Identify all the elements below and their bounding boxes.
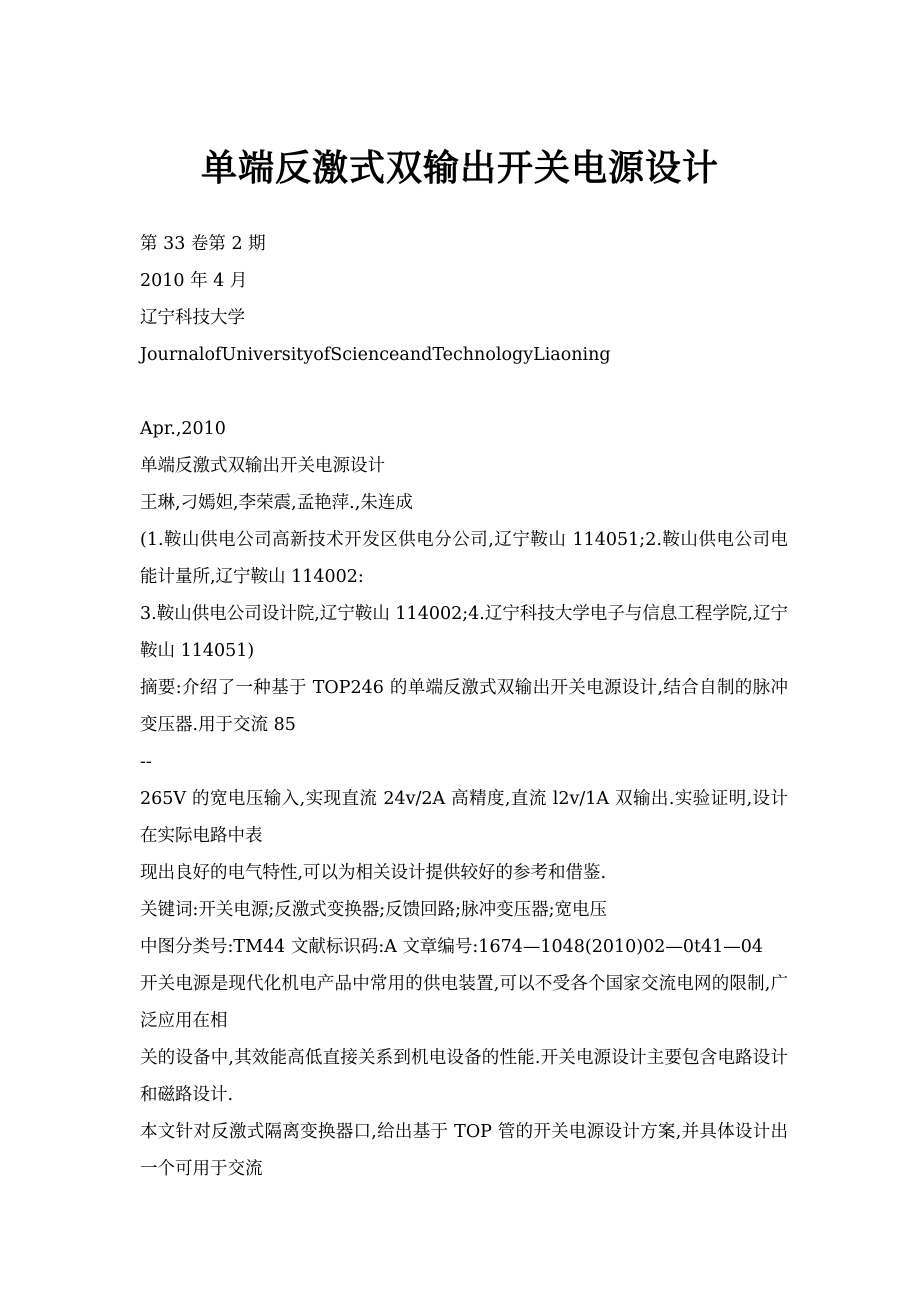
affiliations-part-1: (1.鞍山供电公司高新技术开发区供电分公司,辽宁鞍山 114051;2.鞍山供电公司电能计量所,辽宁鞍山 114002:: [140, 530, 788, 587]
abstract-part-2: 265V 的宽电压输入,实现直流 24v/2A 高精度,直流 l2v/1A 双输出.实验证明,设计在实际电路中表: [140, 789, 788, 846]
authors: 王琳,刁嫣妲,李荣震,孟艳萍.,朱连成: [140, 493, 413, 513]
document-title: 单端反激式双输出开关电源设计: [200, 147, 719, 189]
keywords: 关键词:开关电源;反激式变换器;反馈回路;脉冲变压器;宽电压: [140, 900, 607, 920]
journal-name-en: JournalofUniversityofScienceandTechnologyLiaoning: [140, 345, 611, 365]
abstract-part-3: 现出良好的电气特性,可以为相关设计提供较好的参考和借鉴.: [140, 863, 607, 883]
affiliations-part-2: 3.鞍山供电公司设计院,辽宁鞍山 114002;4.辽宁科技大学电子与信息工程学院,辽宁鞍山 114051): [140, 604, 788, 661]
article-title: 单端反激式双输出开关电源设计: [140, 456, 385, 476]
blank-line: [140, 374, 788, 411]
body-paragraph-2: 关的设备中,其效能高低直接关系到机电设备的性能.开关电源设计主要包含电路设计和磁路设计.: [140, 1048, 788, 1105]
publication-date-en: Apr.,2010: [140, 419, 226, 439]
publication-date: 2010 年 4 月: [140, 271, 248, 291]
body-paragraph-1: 开关电源是现代化机电产品中常用的供电装置,可以不受各个国家交流电网的限制,广泛应用在相: [140, 974, 788, 1031]
body-paragraph-3: 本文针对反激式隔离变换器口,给出基于 TOP 管的开关电源设计方案,并具体设计出一个可用于交流: [140, 1122, 788, 1179]
classification-info: 中图分类号:TM44 文献标识码:A 文章编号:1674—1048(2010)02—0t41—04: [140, 937, 764, 957]
abstract-part-1: 摘要:介绍了一种基于 TOP246 的单端反激式双输出开关电源设计,结合自制的脉冲变压器.用于交流 85: [140, 678, 788, 735]
journal-name-cn: 辽宁科技大学: [140, 308, 245, 328]
separator-dashes: --: [140, 752, 152, 772]
volume-issue: 第 33 卷第 2 期: [140, 234, 266, 254]
document-body: [140, 226, 788, 1188]
